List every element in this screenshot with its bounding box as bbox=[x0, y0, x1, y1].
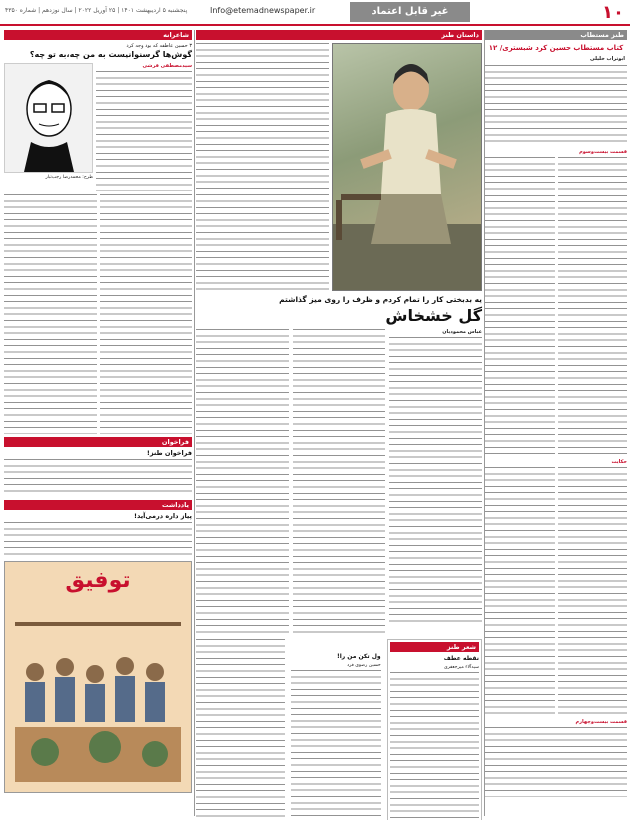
body-text bbox=[485, 157, 555, 457]
caricature-image bbox=[4, 63, 93, 173]
poem-text bbox=[291, 670, 380, 820]
body-text bbox=[4, 459, 192, 497]
section-title: فراخوان طنز! bbox=[146, 449, 192, 457]
column-divider bbox=[194, 30, 195, 816]
author-name: ابوتراب خلیلی bbox=[590, 56, 625, 62]
poem-text bbox=[390, 672, 479, 820]
body-text bbox=[96, 71, 192, 191]
headline-kicker: ۳ حسین عاطفه که بود وجه کرد bbox=[126, 43, 192, 49]
seated-figure-icon bbox=[332, 44, 481, 291]
sub-heading: قسمت بیست‌وسوم bbox=[579, 149, 627, 155]
body-text bbox=[196, 43, 329, 291]
body-text bbox=[4, 522, 192, 558]
left-column bbox=[4, 30, 192, 816]
poem-author: سیدآلاء میرجعفری bbox=[443, 665, 479, 670]
magazine-cartoon-icon bbox=[5, 562, 191, 792]
body-text bbox=[4, 194, 97, 434]
date-line: پنجشنبه ۵ اردیبهشت ۱۴۰۱ | ۲۵ آوریل ۲۰۲۲ | سال نوزدهم | شماره ۴۳۵۰ bbox=[5, 7, 188, 14]
right-column bbox=[485, 30, 627, 816]
sub-heading: قسمت بیست‌وچهارم bbox=[575, 719, 627, 725]
section-label: شعر طنز bbox=[390, 642, 479, 652]
poem-box bbox=[387, 639, 482, 820]
section-title: پیاز داره درمی‌آید! bbox=[133, 512, 192, 520]
email-link[interactable]: Info@etemadnewspaper.ir bbox=[210, 6, 316, 15]
portrait-caricature-icon bbox=[6, 64, 92, 172]
body-text bbox=[389, 337, 482, 627]
poem-title: نقطه عطف bbox=[443, 655, 479, 662]
body-text bbox=[293, 329, 386, 635]
body-text bbox=[558, 157, 628, 457]
magazine-name: توفیق bbox=[65, 568, 131, 593]
headline: گوش‌ها گرسنوانیست به من چه،به تو چه؟ bbox=[29, 50, 192, 59]
body-text bbox=[558, 467, 628, 717]
headline-top: یه بدبختی کار را تمام کردم و ظرف را روی میز گذاشتم bbox=[279, 295, 482, 304]
masthead bbox=[0, 0, 630, 26]
section-label: داستان طنز bbox=[196, 30, 482, 40]
caricature-caption: طرح: محمدرضا رجب‌تبار bbox=[45, 175, 93, 180]
author-name: سیدمصطفی قرشی bbox=[142, 63, 192, 69]
headline-main: گل خشخاش bbox=[385, 306, 482, 325]
section-label: فراخوان bbox=[4, 437, 192, 447]
body-text bbox=[196, 329, 289, 635]
magazine-cover bbox=[4, 561, 192, 793]
body-text bbox=[485, 727, 627, 797]
poem-author: حسین رضوی فرد bbox=[347, 663, 381, 668]
poem-title: ول‌ تکن من را! bbox=[336, 653, 381, 660]
byline: عباس محمودیان bbox=[442, 329, 482, 335]
body-text bbox=[485, 467, 555, 717]
section-label: شاعرانه bbox=[4, 30, 192, 40]
column-divider bbox=[484, 30, 485, 816]
body-text bbox=[100, 194, 193, 434]
painting-illustration bbox=[332, 43, 482, 291]
section-label: یادداشت bbox=[4, 500, 192, 510]
section-title: غیر قابل اعتماد bbox=[350, 2, 470, 22]
section-label: طنز مستطاب bbox=[485, 30, 627, 40]
body-text bbox=[485, 65, 627, 147]
article-title: کتاب مستطاب حسین کرد شبستری/ ۱۲ bbox=[488, 44, 624, 52]
sub-heading: حکایت bbox=[611, 459, 627, 465]
body-text bbox=[196, 639, 285, 820]
middle-column bbox=[196, 30, 482, 816]
page-number: ۱۰ bbox=[602, 2, 624, 23]
